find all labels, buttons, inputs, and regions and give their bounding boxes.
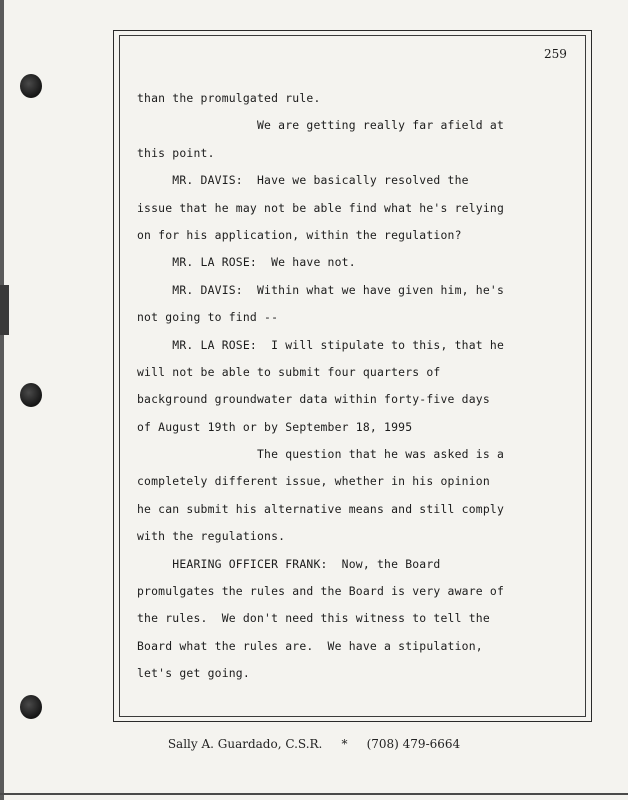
transcript-line: he can submit his alternative means and still comply — [137, 501, 505, 516]
punch-hole-top — [20, 74, 42, 98]
transcript-line: MR. LA ROSE: I will stipulate to this, that he — [137, 337, 505, 352]
bottom-scan-edge — [0, 793, 628, 795]
transcript-line: HEARING OFFICER FRANK: Now, the Board — [137, 556, 441, 571]
transcript-line: background groundwater data within forty-five days — [137, 392, 490, 407]
transcript-line: MR. DAVIS: Have we basically resolved the — [137, 173, 469, 188]
reporter-footer — [0, 737, 628, 751]
transcript-line: this point. — [137, 145, 215, 160]
transcript-line: MR. DAVIS: Within what we have given him, he's — [137, 282, 505, 297]
transcript-line: Board what the rules are. We have a stipulation, — [137, 638, 483, 653]
transcript-line: MR. LA ROSE: We have not. — [137, 255, 356, 270]
punch-hole-middle — [20, 383, 42, 407]
transcript-line: We are getting really far afield at — [137, 118, 505, 133]
transcript-body — [137, 88, 577, 691]
transcript-line: let's get going. — [137, 666, 250, 681]
transcript-line: with the regulations. — [137, 529, 286, 544]
page-number: 259 — [544, 47, 567, 61]
reporter-name: Sally A. Guardado, C.S.R. — [167, 737, 323, 751]
footer-separator: * — [341, 737, 348, 751]
transcript-line: issue that he may not be able find what he's relying — [137, 200, 505, 215]
transcript-line: than the promulgated rule. — [137, 91, 321, 105]
transcript-line: on for his application, within the regulation? — [137, 227, 462, 242]
transcript-line: completely different issue, whether in his opinion — [137, 474, 490, 489]
transcript-line: the rules. We don't need this witness to tell the — [137, 611, 490, 626]
punch-hole-bottom — [20, 695, 42, 719]
transcript-line: The question that he was asked is a — [137, 447, 505, 462]
transcript-line: will not be able to submit four quarters of — [137, 364, 441, 379]
transcript-line: of August 19th or by September 18, 1995 — [137, 419, 413, 434]
scan-edge — [0, 0, 4, 800]
reporter-phone: (708) 479-6664 — [366, 737, 461, 751]
transcript-line: promulgates the rules and the Board is very aware of — [137, 584, 505, 599]
transcript-line: not going to find -- — [137, 310, 279, 325]
scan-edge-mark — [0, 285, 9, 335]
